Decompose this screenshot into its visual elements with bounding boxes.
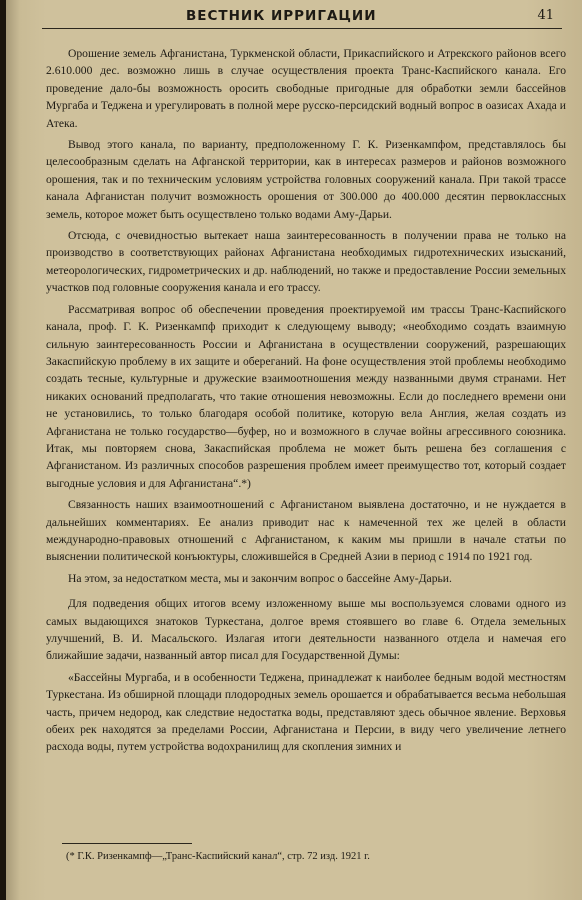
paragraph: «Бассейны Мургаба, и в особенности Теджена, принадлежат к наиболее бедным водой местностям Туркестана. Из обширной площади плодородных земель орошается и обрабатывается весьма небольшая часть, причем недород, как следствие недостатка воды, представляют здесь обычное явление. Верховья обеих рек находятся за пределами России, Афганистана и Персии, в виду чего увеличение летнего расхода воды, путем устройства водохранилищ для скопления зимних и — [46, 670, 566, 754]
paragraph: Отсюда, с очевидностью вытекает наша заинтересованность в получении права не только на производство в соответствующих районах Афганистана необходимых гидротехнических изысканий, метеорологических, гидрометрических и др. наблюдений, но также и предоставление России земельных участков под головные сооружения канала и его трассу. — [46, 229, 566, 295]
document-page — [6, 0, 582, 900]
article-body — [46, 45, 566, 760]
paragraph: Для подведения общих итогов всему изложенному выше мы воспользуемся словами одного из самых выдающихся знатоков Туркестана, долгое время стоявшего во главе 6. Отдела земельных улучшений, В. И. Масальского. Излагая итоги деятельности названного отдела и намечая его ближайшие задачи, названный автор писал для Государственной Думы: — [46, 597, 566, 663]
page-number: 41 — [537, 8, 554, 23]
footnote-divider — [62, 843, 192, 844]
footnote: (* Г.К. Ризенкампф—„Транс-Каспийский канал“, стр. 72 изд. 1921 г. — [66, 851, 370, 862]
journal-title: ВЕСТНИК ИРРИГАЦИИ — [186, 8, 377, 24]
paragraph: Связанность наших взаимоотношений с Афганистаном выявлена достаточно, и не нуждается в дальнейших комментариях. Ее анализ приводит нас к намеченной тех же целей в области международно-правовых отношений с Афганистаном, к каким мы пришли в начале статьи по выяснении политической конъюктуры, сложившейся в Средней Азии в период с 1914 по 1921 год. — [46, 498, 566, 564]
paragraph: Рассматривая вопрос об обеспечении проведения проектируемой им трассы Транс-Каспийского канала, проф. Г. К. Ризенкампф приходит к следующему выводу; «необходимо создать взаимную сильную заинтересованность России и Афганистана в осуществлении сооружений, разрешающих Закаспийскую проблему в их защите и обереганий. На фоне осуществления этой проблемы необходимо создать тесные, культурные и дружеские взаимоотношения между названными двумя странами. Нет никаких оснований предполагать, что такие отношения невозможны. Если до последнего времени они не установились, то только благодаря особой политике, которую вела Англия, желая создать из Афганистана не только государство—буфер, но и возможного в случае войны агрессивного союзника. Итак, мы повторяем снова, Закаспийская проблема не может быть решена без соглашения с Афганистаном. Из различных способов разрешения проблем имеет преимущество тот, который создает выгодные условия и для Афганистана“.*) — [46, 302, 566, 490]
paragraph: Вывод этого канала, по варианту, предположенному Г. К. Ризенкампфом, представлялось бы целесообразным сделать на Афганской территории, как в интересах размеров и районов возможного орошения, так и по техническим условиям устройства головных сооружений канала. При такой трассе канала Афганистан получит возможность орошения от 300.000 до 400.000 десятин первоклассных земель, которое может быть осуществлено только водами Аму-Дарьи. — [46, 138, 566, 221]
paragraph: Орошение земель Афганистана, Туркменской области, Прикаспийского и Атрекского районов всего 2.610.000 дес. возможно лишь в случае осуществления проекта Транс-Каспийского канала. Его проведение дало-бы возможность оросить свободные пригодные для обработки земли бассейнов Мургаба и Теджена и урегулировать в полной мере русско-персидский водный вопрос в оазисах Ахада и Атека. — [46, 47, 566, 130]
page-header — [42, 6, 562, 29]
paragraph: На этом, за недостатком места, мы и закончим вопрос о бассейне Аму-Дарьи. — [68, 571, 452, 585]
